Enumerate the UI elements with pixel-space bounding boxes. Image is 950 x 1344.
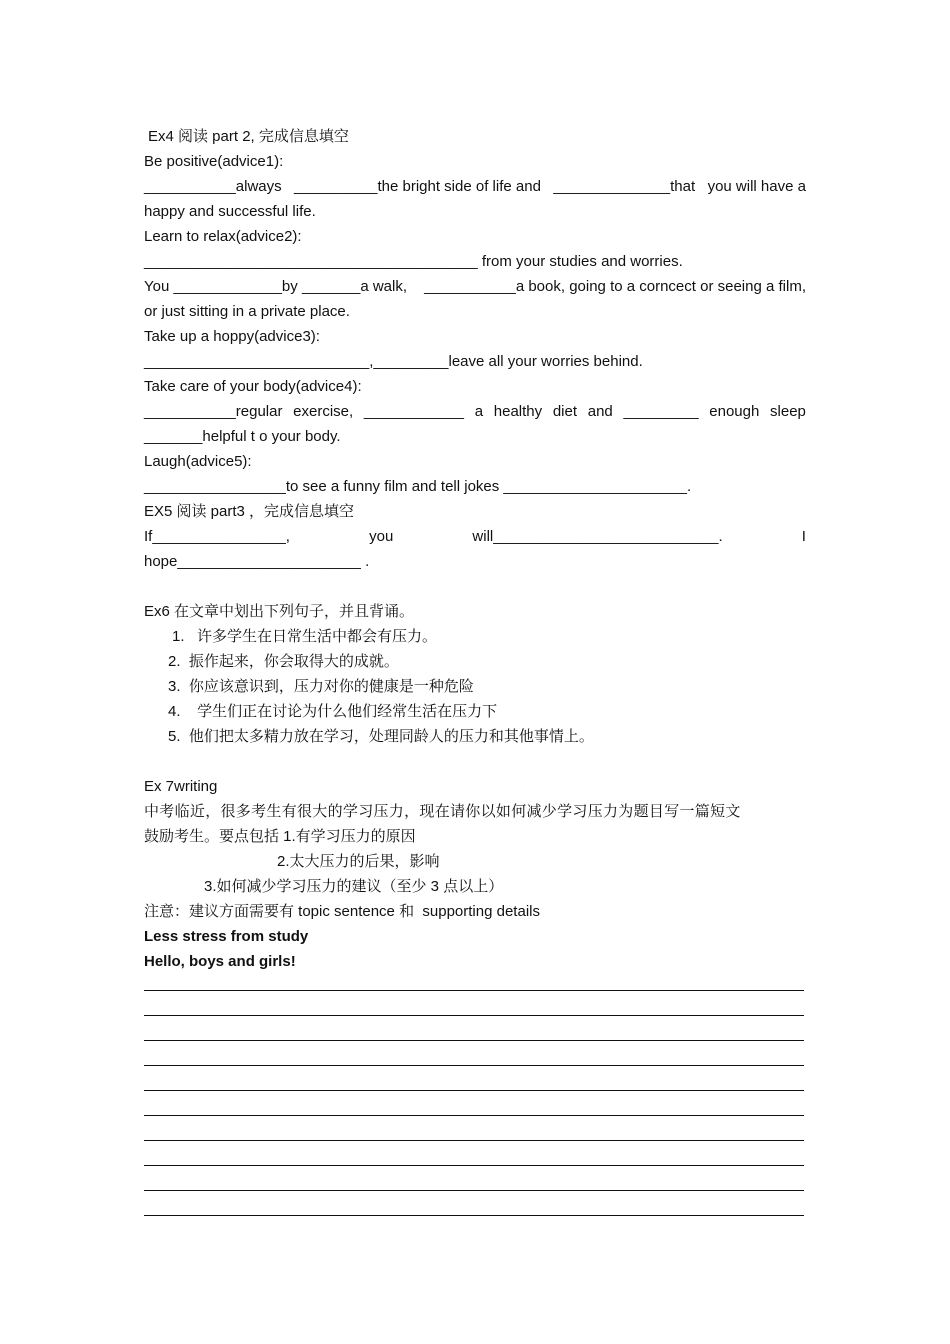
writing-line[interactable] [144,1190,804,1191]
essay-greeting: Hello, boys and girls! [144,953,296,970]
ex7-prompt-line2: 鼓励考生。要点包括 1.有学习压力的原因 [144,828,416,845]
advice1-line1: ___________always __________the bright side of life and ______________that you will have a [144,178,806,195]
writing-line[interactable] [144,990,804,991]
ex7-point3: 3.如何减少学习压力的建议（至少 3 点以上） [204,878,504,895]
advice5-line1: _________________to see a funny film and tell jokes ______________________. [144,478,692,495]
writing-line[interactable] [144,1040,804,1041]
ex6-item: 1. 许多学生在日常生活中都会有压力。 [172,628,438,645]
advice1-heading: Be positive(advice1): [144,153,284,170]
advice1-line2: happy and successful life. [144,203,316,220]
writing-line[interactable] [144,1215,804,1216]
ex6-item: 2. 振作起来，你会取得大的成就。 [168,653,399,670]
advice2-heading: Learn to relax(advice2): [144,228,302,245]
ex6-item: 3. 你应该意识到，压力对你的健康是一种危险 [168,678,474,695]
advice2-line1: ________________________________________ from your studies and worries. [144,253,683,270]
advice2-line2: You _____________by _______a walk, ___________a book, going to a corncect or seeing a film, [144,278,806,295]
advice2-line3: or just sitting in a private place. [144,303,350,320]
ex6-item: 5. 他们把太多精力放在学习，处理同龄人的压力和其他事情上。 [168,728,594,745]
ex6-title: Ex6 在文章中划出下列句子，并且背诵。 [144,603,415,620]
writing-line[interactable] [144,1090,804,1091]
ex5-line1: If________________, you will___________________________. I [144,528,806,545]
advice4-heading: Take care of your body(advice4): [144,378,362,395]
ex5-title: EX5 阅读 part3 ，完成信息填空 [144,503,355,520]
essay-title: Less stress from study [144,928,309,945]
advice4-line1: ___________regular exercise, ____________ a healthy diet and _________ enough sleep [144,403,806,420]
ex4-title: Ex4 阅读 part 2, 完成信息填空 [148,128,349,145]
writing-line[interactable] [144,1165,804,1166]
writing-line[interactable] [144,1065,804,1066]
ex5-line2: hope______________________ . [144,553,370,570]
advice4-line2: _______helpful t o your body. [144,428,341,445]
ex7-prompt-line1: 中考临近，很多考生有很大的学习压力，现在请你以如何减少学习压力为题目写一篇短文 [144,803,741,820]
ex7-note: 注意：建议方面需要有 topic sentence 和 supporting details [144,903,540,920]
writing-line[interactable] [144,1015,804,1016]
ex7-point2: 2.太大压力的后果，影响 [277,853,440,870]
writing-line[interactable] [144,1115,804,1116]
ex7-title: Ex 7writing [144,778,218,795]
writing-line[interactable] [144,1140,804,1141]
advice5-heading: Laugh(advice5): [144,453,252,470]
advice3-line1: ___________________________,_________leave all your worries behind. [144,353,643,370]
ex6-item: 4. 学生们正在讨论为什么他们经常生活在压力下 [168,703,498,720]
advice3-heading: Take up a hoppy(advice3): [144,328,320,345]
